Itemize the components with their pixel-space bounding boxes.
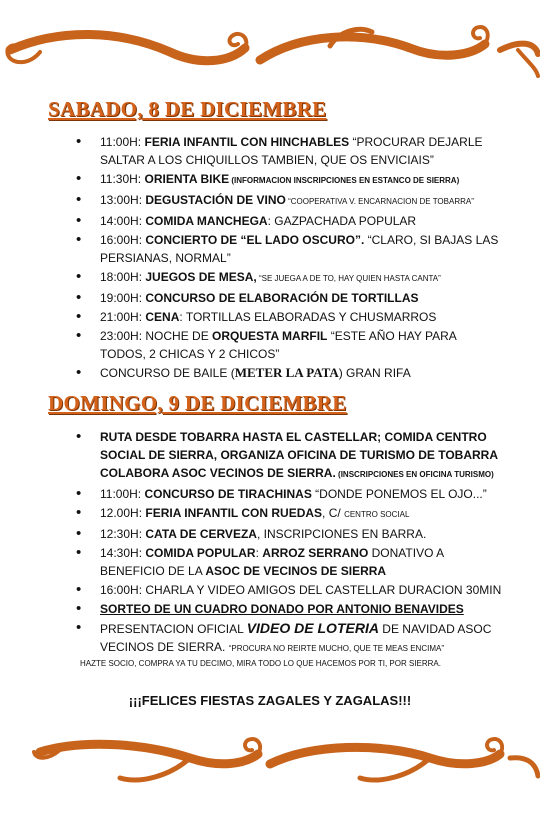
list-item: • 13:00H: DEGUSTACIÓN DE VINO “COOPERATIVA V. ENCARNACION DE TOBARRA”: [0, 191, 540, 211]
list-item: • 11:00H: CONCURSO DE TIRACHINAS “DONDE PONEMOS EL OJO...”: [0, 485, 540, 503]
sunday-heading: DOMINGO, 9 DE DICIEMBRE: [48, 391, 347, 415]
swirl-ornament-top-icon: [0, 10, 540, 80]
list-item: • RUTA DESDE TOBARRA HASTA EL CASTELLAR; COMIDA CENTRO SOCIAL DE SIERRA, ORGANIZA OFICINA DE TURISMO DE TOBARRA COLABORA ASOC VECINOS DE SIERRA. (INSCRIPCIONES EN OFICINA TURISMO): [0, 428, 540, 484]
list-item: • 18:00H: JUEGOS DE MESA, “SE JUEGA A DE TO, HAY QUIEN HASTA CANTA”: [0, 268, 540, 288]
list-item: • 21:00H: CENA: TORTILLAS ELABORADAS Y CHUSMARROS: [0, 308, 540, 326]
list-item: • PRESENTACION OFICIAL VIDEO DE LOTERIA DE NAVIDAD ASOC VECINOS DE SIERRA. “PROCURA NO REIRTE MUCHO, QUE TE MEAS ENCIMA”: [0, 619, 540, 658]
list-item: • 12:30H: CATA DE CERVEZA, INSCRIPCIONES EN BARRA.: [0, 525, 540, 543]
list-item: • 11:30H: ORIENTA BIKE (INFORMACION INSCRIPCIONES EN ESTANCO DE SIERRA): [0, 170, 540, 190]
sunday-event-list: [0, 428, 540, 659]
list-item: • CONCURSO DE BAILE (METER LA PATA) GRAN RIFA: [0, 364, 540, 382]
closing-greeting: ¡¡¡FELICES FIESTAS ZAGALES Y ZAGALAS!!!: [128, 693, 412, 708]
list-item: • 14:30H: COMIDA POPULAR: ARROZ SERRANO DONATIVO A BENEFICIO DE LA ASOC DE VECINOS DE SIERRA: [0, 544, 540, 580]
list-item: • 11:00H: FERIA INFANTIL CON HINCHABLES “PROCURAR DEJARLE SALTAR A LOS CHIQUILLOS TAMBIEN, QUE OS ENVICIAIS”: [0, 133, 540, 169]
list-item: • 19:00H: CONCURSO DE ELABORACIÓN DE TORTILLAS: [0, 289, 540, 307]
footer-note: HAZTE SOCIO, COMPRA YA TU DECIMO, MIRA TODO LO QUE HACEMOS POR TI, POR SIERRA.: [80, 659, 441, 668]
list-item: • 16:00H: CONCIERTO DE “EL LADO OSCURO”. “CLARO, SI BAJAS LAS PERSIANAS, NORMAL”: [0, 231, 540, 267]
saturday-heading: SABADO, 8 DE DICIEMBRE: [48, 97, 327, 121]
list-item: • 23:00H: NOCHE DE ORQUESTA MARFIL “ESTE AÑO HAY PARA TODOS, 2 CHICAS Y 2 CHICOS”: [0, 327, 540, 363]
list-item: • 12.00H: FERIA INFANTIL CON RUEDAS, C/ CENTRO SOCIAL: [0, 504, 540, 524]
list-item: • 16:00H: CHARLA Y VIDEO AMIGOS DEL CASTELLAR DURACION 30MIN: [0, 581, 540, 599]
list-item: • 14:00H: COMIDA MANCHEGA: GAZPACHADA POPULAR: [0, 212, 540, 230]
saturday-event-list: [0, 133, 540, 383]
list-item: • SORTEO DE UN CUADRO DONADO POR ANTONIO BENAVIDES: [0, 600, 540, 618]
swirl-ornament-bottom-icon: [0, 728, 540, 798]
